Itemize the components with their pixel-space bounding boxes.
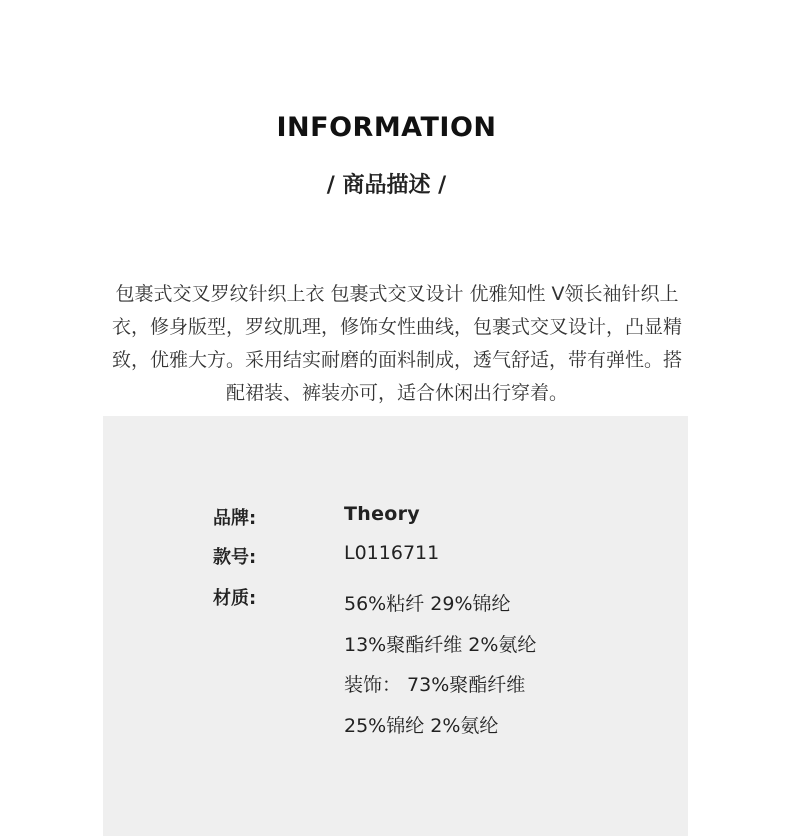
section-title: INFORMATION — [276, 112, 497, 143]
style-number-value: L0116711 — [344, 542, 440, 564]
style-number-label: 款号: — [213, 547, 257, 568]
material-line: 25%锦纶 2%氨纶 — [344, 714, 499, 737]
product-info-panel — [103, 416, 688, 836]
section-subtitle: / 商品描述 / — [326, 173, 447, 198]
material-line: 56%粘纤 29%锦纶 — [344, 593, 511, 615]
material-composition — [344, 584, 536, 746]
material-line: 装饰： 73%聚酯纤维 — [344, 674, 526, 696]
material-line: 13%聚酯纤维 2%氨纶 — [344, 633, 537, 656]
brand-value: Theory — [344, 503, 420, 525]
brand-label: 品牌: — [213, 508, 257, 529]
product-description: 包裹式交叉罗纹针织上衣 包裹式交叉设计 优雅知性 V领长袖针织上衣，修身版型，罗纹肌理，修饰女性曲线，包裹式交叉设计，凸显精致，优雅大方。采用结实耐磨的面料制成，透气舒适，带有弹性。搭配裙装、裤装亦可，适合休闲出行穿着。 — [111, 283, 682, 404]
material-label: 材质: — [213, 588, 257, 609]
